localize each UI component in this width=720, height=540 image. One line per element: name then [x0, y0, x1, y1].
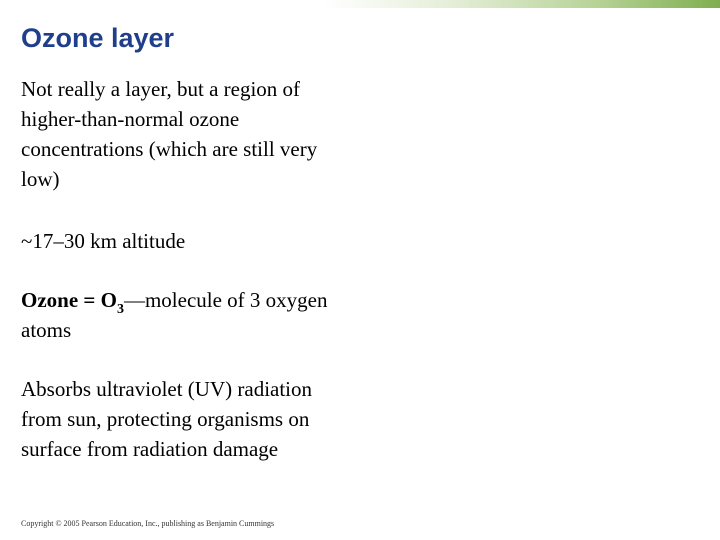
top-accent-bar: [0, 0, 720, 8]
paragraph-uv-absorption: Absorbs ultraviolet (UV) radiation from sun, protecting organisms on surface from radiation damage: [21, 377, 313, 461]
ozone-formula-subscript: 3: [116, 302, 124, 317]
paragraph-definition: Not really a layer, but a region of higher-than-normal ozone concentrations (which are still very low): [21, 77, 318, 191]
ozone-formula-description: —molecule of 3 oxygen atoms: [21, 288, 328, 342]
paragraph-altitude: ~17–30 km altitude: [21, 229, 186, 253]
paragraph-ozone-formula: [21, 285, 351, 345]
ozone-formula-label: Ozone = O: [21, 288, 117, 312]
copyright-notice: Copyright © 2005 Pearson Education, Inc., publishing as Benjamin Cummings: [21, 519, 275, 528]
slide-title: Ozone layer: [21, 23, 175, 53]
